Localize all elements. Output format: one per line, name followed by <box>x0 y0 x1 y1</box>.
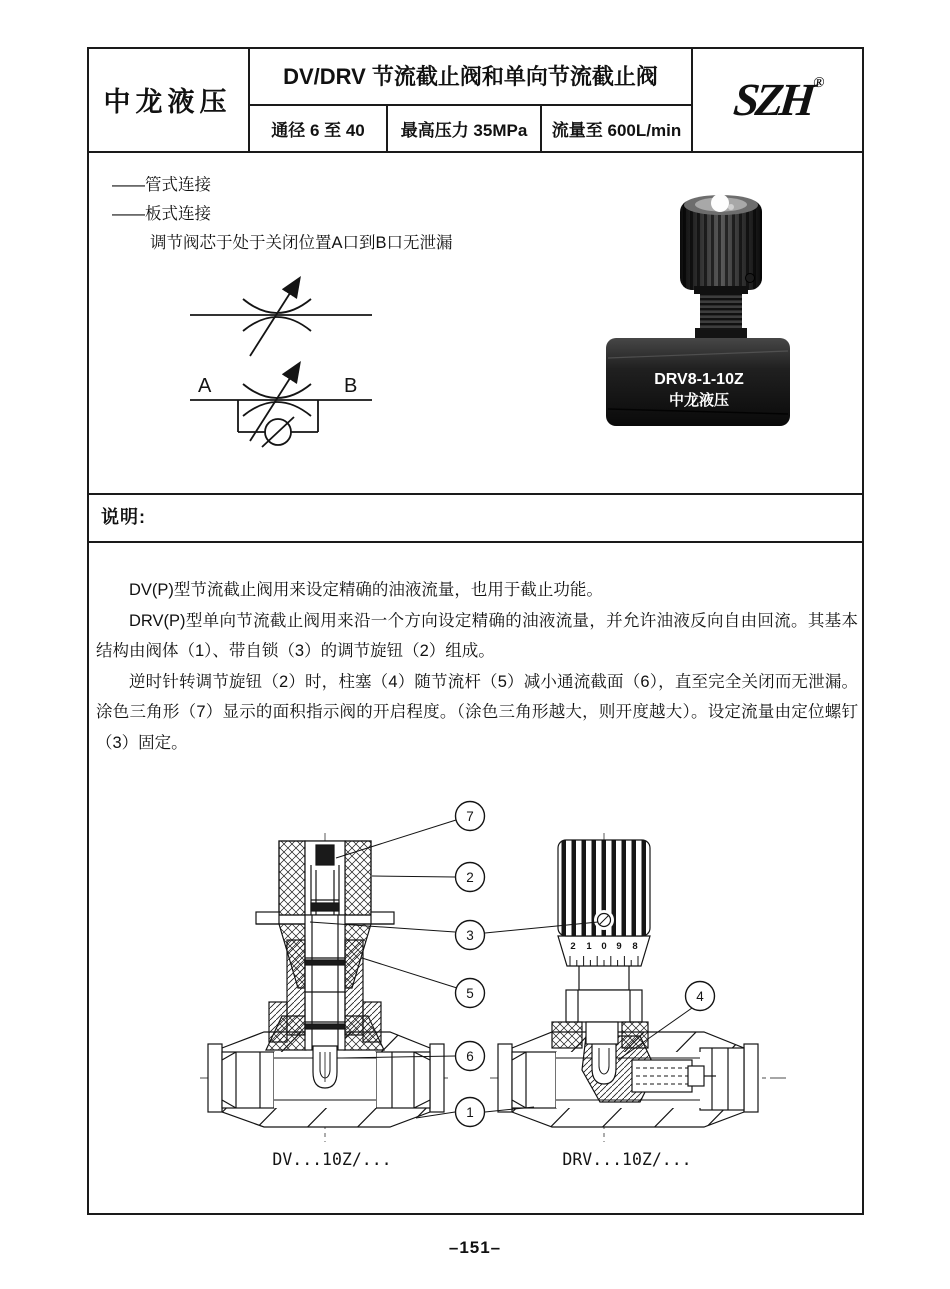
description-paragraph-3: 逆时针转调节旋钮（2）时，柱塞（4）随节流杆（5）减小通流截面（6），直至完全关闭而无泄漏。涂色三角形（7）显示的面积指示阀的开启程度。（涂色三角形越大，则开度越大）。设定流量由定位螺钉（3）固定。 <box>96 672 858 752</box>
feature-list <box>112 171 572 258</box>
throttle-valve-symbol <box>190 279 372 356</box>
callout-6: 6 <box>466 1049 474 1064</box>
divider-above-heading <box>87 493 864 495</box>
company-name-cell <box>87 47 250 153</box>
page-title: DV/DRV 节流截止阀和单向节流截止阀 <box>283 64 658 89</box>
company-name: 中龙液压 <box>103 86 232 117</box>
photo-brand-marking: 中龙液压 <box>668 392 730 409</box>
description-block <box>96 575 858 758</box>
section-heading: 说明: <box>101 507 146 527</box>
callout-4: 4 <box>696 989 704 1004</box>
valve-body-photo <box>606 338 790 426</box>
photo-model-marking: DRV8-1-10Z <box>654 371 744 388</box>
scale-number: 0 <box>601 941 607 952</box>
spec-diameter: 通径 6 至 40 <box>271 121 365 140</box>
callout-5: 5 <box>466 986 474 1001</box>
spec-cell-diameter <box>250 106 388 153</box>
description-paragraph-1: DV(P)型节流截止阀用来设定精确的油液流量，也用于截止功能。 <box>129 581 603 599</box>
callout-3: 3 <box>466 928 474 943</box>
technical-drawings <box>87 795 864 1190</box>
scale-number: 8 <box>632 941 638 952</box>
spec-pressure: 最高压力 35MPa <box>400 121 528 140</box>
valve-neck-photo <box>695 294 747 338</box>
dv-caption: DV...10Z/... <box>272 1150 392 1169</box>
registered-mark: ® <box>812 74 826 91</box>
divider-below-heading <box>87 541 864 543</box>
spec-cell-pressure <box>388 106 542 153</box>
hydraulic-symbol-diagram <box>140 250 480 460</box>
feature-leakfree-note: 调节阀芯于处于关闭位置A口到B口无泄漏 <box>150 234 453 252</box>
port-b-label: B <box>344 375 358 397</box>
port-a-label: A <box>198 375 212 397</box>
spec-flow: 流量至 600L/min <box>551 121 682 140</box>
callout-7: 7 <box>466 809 474 824</box>
callout-1: 1 <box>466 1105 474 1120</box>
scale-number: 9 <box>616 941 622 952</box>
callout-2: 2 <box>466 870 474 885</box>
spec-cell-flow <box>542 106 693 153</box>
product-photo <box>598 188 798 438</box>
drv-drawing <box>480 833 804 1150</box>
feature-pipe-connection: ——管式连接 <box>112 176 211 194</box>
drv-caption: DRV...10Z/... <box>562 1150 692 1169</box>
feature-plate-connection: ——板式连接 <box>112 205 211 223</box>
page-number: –151– <box>448 1238 502 1257</box>
page-title-cell <box>250 47 693 106</box>
brand-logo <box>731 73 825 126</box>
brand-logo-letters: SZH <box>731 73 815 125</box>
scale-number: 1 <box>586 941 592 952</box>
description-paragraph-2: DRV(P)型单向节流截止阀用来沿一个方向设定精确的油液流量，并允许油液反向自由回流。其基本结构由阀体（1）、带自锁（3）的调节旋钮（2）组成。 <box>96 611 858 660</box>
scale-number: 2 <box>570 941 576 952</box>
valve-knob-photo <box>680 194 762 294</box>
brand-logo-cell <box>693 47 864 153</box>
